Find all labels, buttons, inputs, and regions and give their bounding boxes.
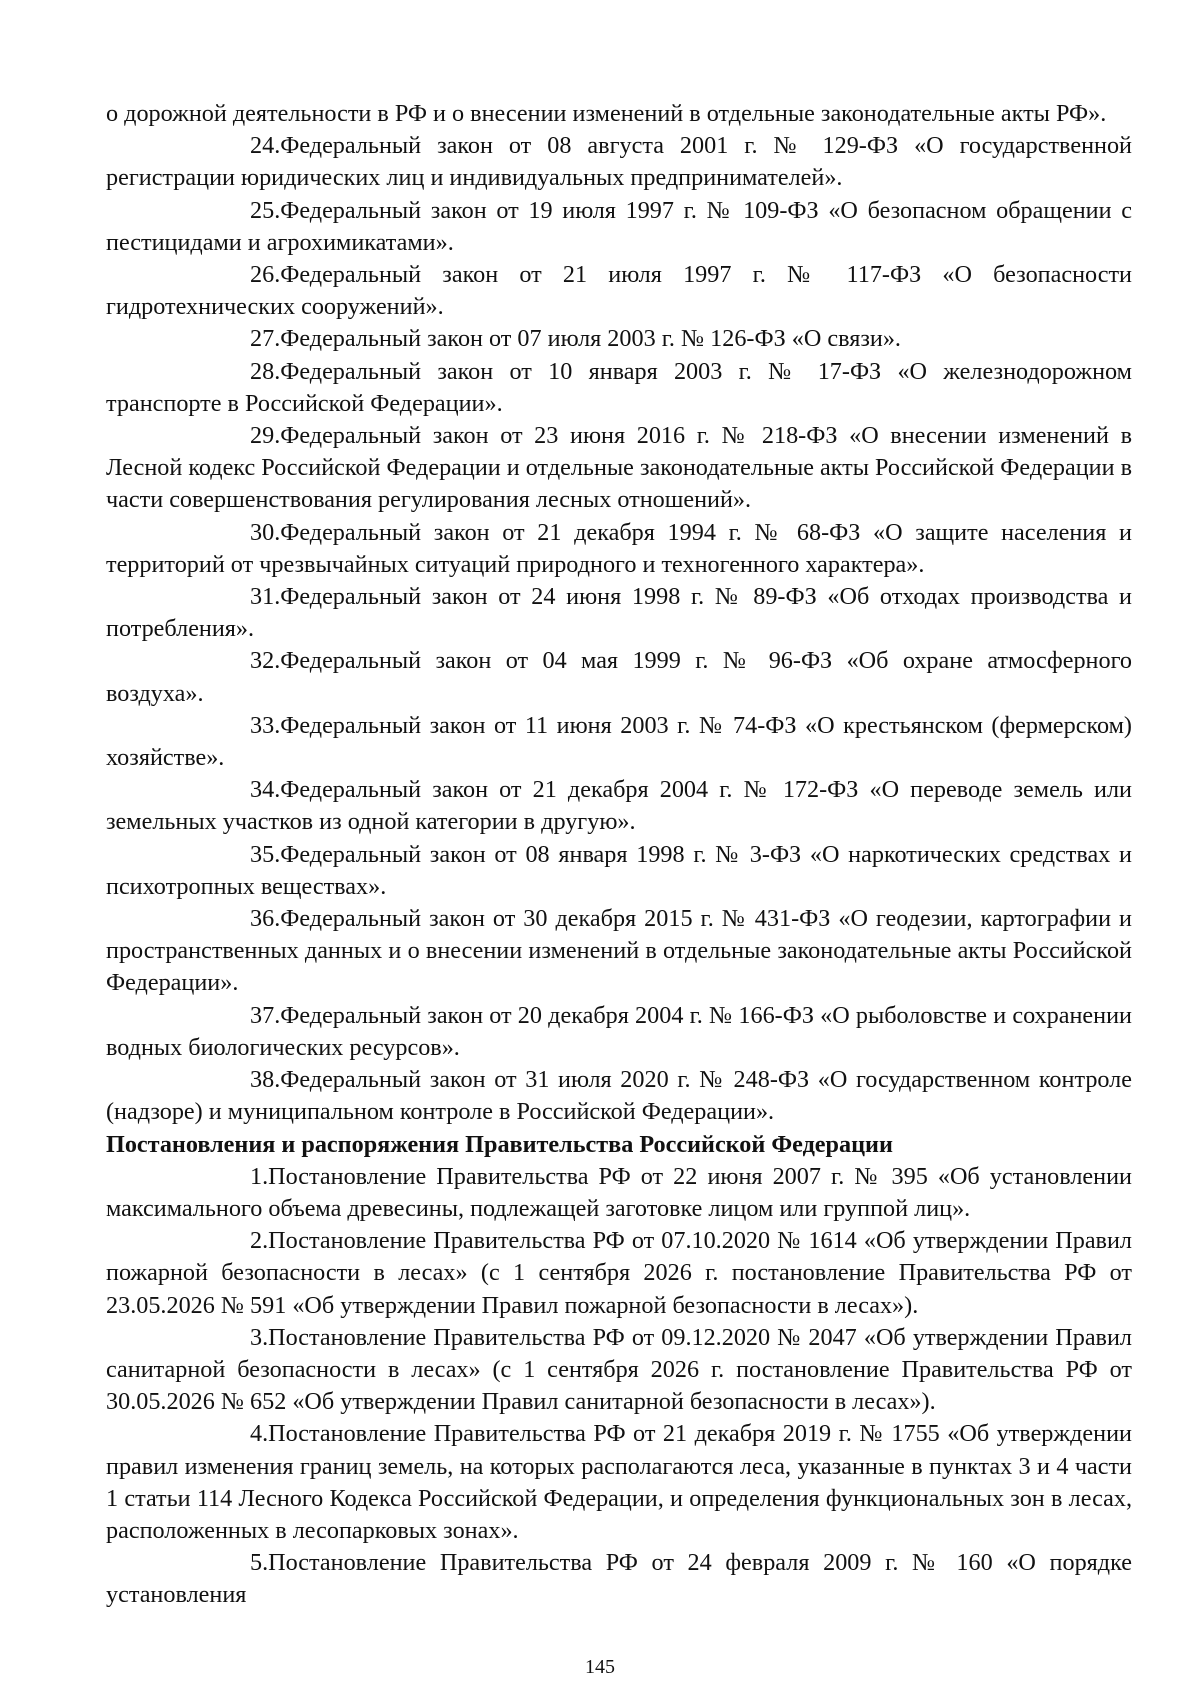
item-text: Федеральный закон от 21 декабря 2004 г. № 172-ФЗ «О переводе земель или земельных участков из одной категории в другую». (106, 776, 1132, 836)
item-text: Федеральный закон от 20 декабря 2004 г. № 166-ФЗ «О рыболовстве и сохранении водных биологических ресурсов». (106, 1001, 1132, 1061)
item-number: 29. (250, 422, 281, 450)
item-number: 30. (250, 518, 281, 546)
list-item (106, 1547, 1132, 1611)
federal-laws-list (106, 130, 1132, 1128)
item-number: 28. (250, 357, 281, 385)
item-text: Федеральный закон от 24 июня 1998 г. № 89-ФЗ «Об отходах производства и потребления». (106, 583, 1132, 643)
item-number: 35. (250, 840, 281, 868)
item-text: Федеральный закон от 19 июля 1997 г. № 109-ФЗ «О безопасном обращении с пестицидами и агрохимикатами». (106, 196, 1132, 256)
list-item (106, 259, 1132, 323)
list-item (106, 1064, 1132, 1128)
item-number: 5. (250, 1549, 269, 1577)
document-page (106, 98, 1132, 1612)
item-number: 3. (250, 1323, 269, 1351)
item-number: 27. (250, 325, 281, 353)
item-text: Федеральный закон от 04 мая 1999 г. № 96-ФЗ «Об охране атмосферного воздуха». (106, 647, 1132, 707)
item-number: 24. (250, 132, 281, 160)
list-item (106, 1322, 1132, 1419)
list-item (106, 195, 1132, 259)
list-item (106, 839, 1132, 903)
item-text: Федеральный закон от 21 декабря 1994 г. № 68-ФЗ «О защите населения и территорий от чрезвычайных ситуаций природного и техногенного характера». (106, 518, 1132, 578)
item-number: 1. (250, 1162, 269, 1190)
item-text: Постановление Правительства РФ от 22 июня 2007 г. № 395 «Об установлении максимального объема древесины, подлежащей заготовке лицом или группой лиц». (106, 1162, 1132, 1222)
item-text: Федеральный закон от 10 января 2003 г. № 17-ФЗ «О железнодорожном транспорте в Российской Федерации». (106, 357, 1132, 417)
page-number: 145 (585, 1656, 615, 1678)
list-item (106, 420, 1132, 517)
item-number: 4. (250, 1420, 269, 1448)
list-item (106, 581, 1132, 645)
list-item (106, 130, 1132, 194)
item-number: 2. (250, 1227, 269, 1255)
item-text: Федеральный закон от 23 июня 2016 г. № 218-ФЗ «О внесении изменений в Лесной кодекс Российской Федерации и отдельные законодательные акты Российской Федерации в части совершенствования регулирования лесных отношений». (106, 422, 1132, 514)
list-item (106, 710, 1132, 774)
item-text: Постановление Правительства РФ от 24 февраля 2009 г. № 160 «О порядке установления (106, 1549, 1132, 1609)
item-text: Федеральный закон от 30 декабря 2015 г. № 431-ФЗ «О геодезии, картографии и пространственных данных и о внесении изменений в отдельные законодательные акты Российской Федерации». (106, 905, 1132, 997)
item-text: Постановление Правительства РФ от 21 декабря 2019 г. № 1755 «Об утверждении правил изменения границ земель, на которых располагаются леса, указанные в пунктах 3 и 4 части 1 статьи 114 Лесного Кодекса Российской Федерации, и определения функциональных зон в лесах, расположенных в лесопарковых зонах». (106, 1420, 1132, 1544)
list-item (106, 645, 1132, 709)
item-number: 26. (250, 261, 281, 289)
list-item (106, 1418, 1132, 1547)
item-text: Федеральный закон от 08 августа 2001 г. № 129-ФЗ «О государственной регистрации юридических лиц и индивидуальных предпринимателей». (106, 132, 1132, 192)
item-text: Федеральный закон от 21 июля 1997 г. № 117-ФЗ «О безопасности гидротехнических сооружений». (106, 261, 1132, 321)
item-number: 25. (250, 196, 281, 224)
list-item (106, 1225, 1132, 1322)
item-text: Федеральный закон от 08 января 1998 г. № 3-ФЗ «О наркотических средствах и психотропных веществах». (106, 840, 1132, 900)
list-item (106, 903, 1132, 1000)
item-number: 38. (250, 1066, 281, 1094)
list-item (106, 1161, 1132, 1225)
list-item (106, 517, 1132, 581)
item-number: 33. (250, 711, 281, 739)
item-text: Федеральный закон от 11 июня 2003 г. № 74-ФЗ «О крестьянском (фермерском) хозяйстве». (106, 711, 1132, 772)
continuation-paragraph: о дорожной деятельности в РФ и о внесении изменений в отдельные законодательные акты РФ». (106, 100, 1107, 127)
list-item (106, 323, 1132, 355)
item-number: 34. (250, 776, 281, 804)
item-text: Федеральный закон от 31 июля 2020 г. № 248-ФЗ «О государственном контроле (надзоре) и муниципальном контроле в Российской Федерации». (106, 1066, 1132, 1126)
section-heading: Постановления и распоряжения Правительства Российской Федерации (106, 1130, 893, 1158)
government-resolutions-list (106, 1161, 1132, 1612)
item-text: Федеральный закон от 07 июля 2003 г. № 126-ФЗ «О связи». (280, 325, 901, 353)
item-number: 37. (250, 1001, 281, 1029)
item-text: Постановление Правительства РФ от 09.12.2020 № 2047 «Об утверждении Правил санитарной безопасности в лесах» (с 1 сентября 2026 г. постановление Правительства РФ от 30.05.2026 № 652 «Об утверждении Правил санитарной безопасности в лесах»). (106, 1323, 1132, 1416)
list-item (106, 356, 1132, 420)
list-item (106, 774, 1132, 838)
item-text: Постановление Правительства РФ от 07.10.2020 № 1614 «Об утверждении Правил пожарной безопасности в лесах» (с 1 сентября 2026 г. постановление Правительства РФ от 23.05.2026 № 591 «Об утверждении Правил пожарной безопасности в лесах»). (106, 1227, 1132, 1319)
item-number: 36. (250, 905, 281, 933)
item-number: 31. (250, 583, 281, 611)
list-item (106, 1000, 1132, 1064)
item-number: 32. (250, 647, 281, 675)
